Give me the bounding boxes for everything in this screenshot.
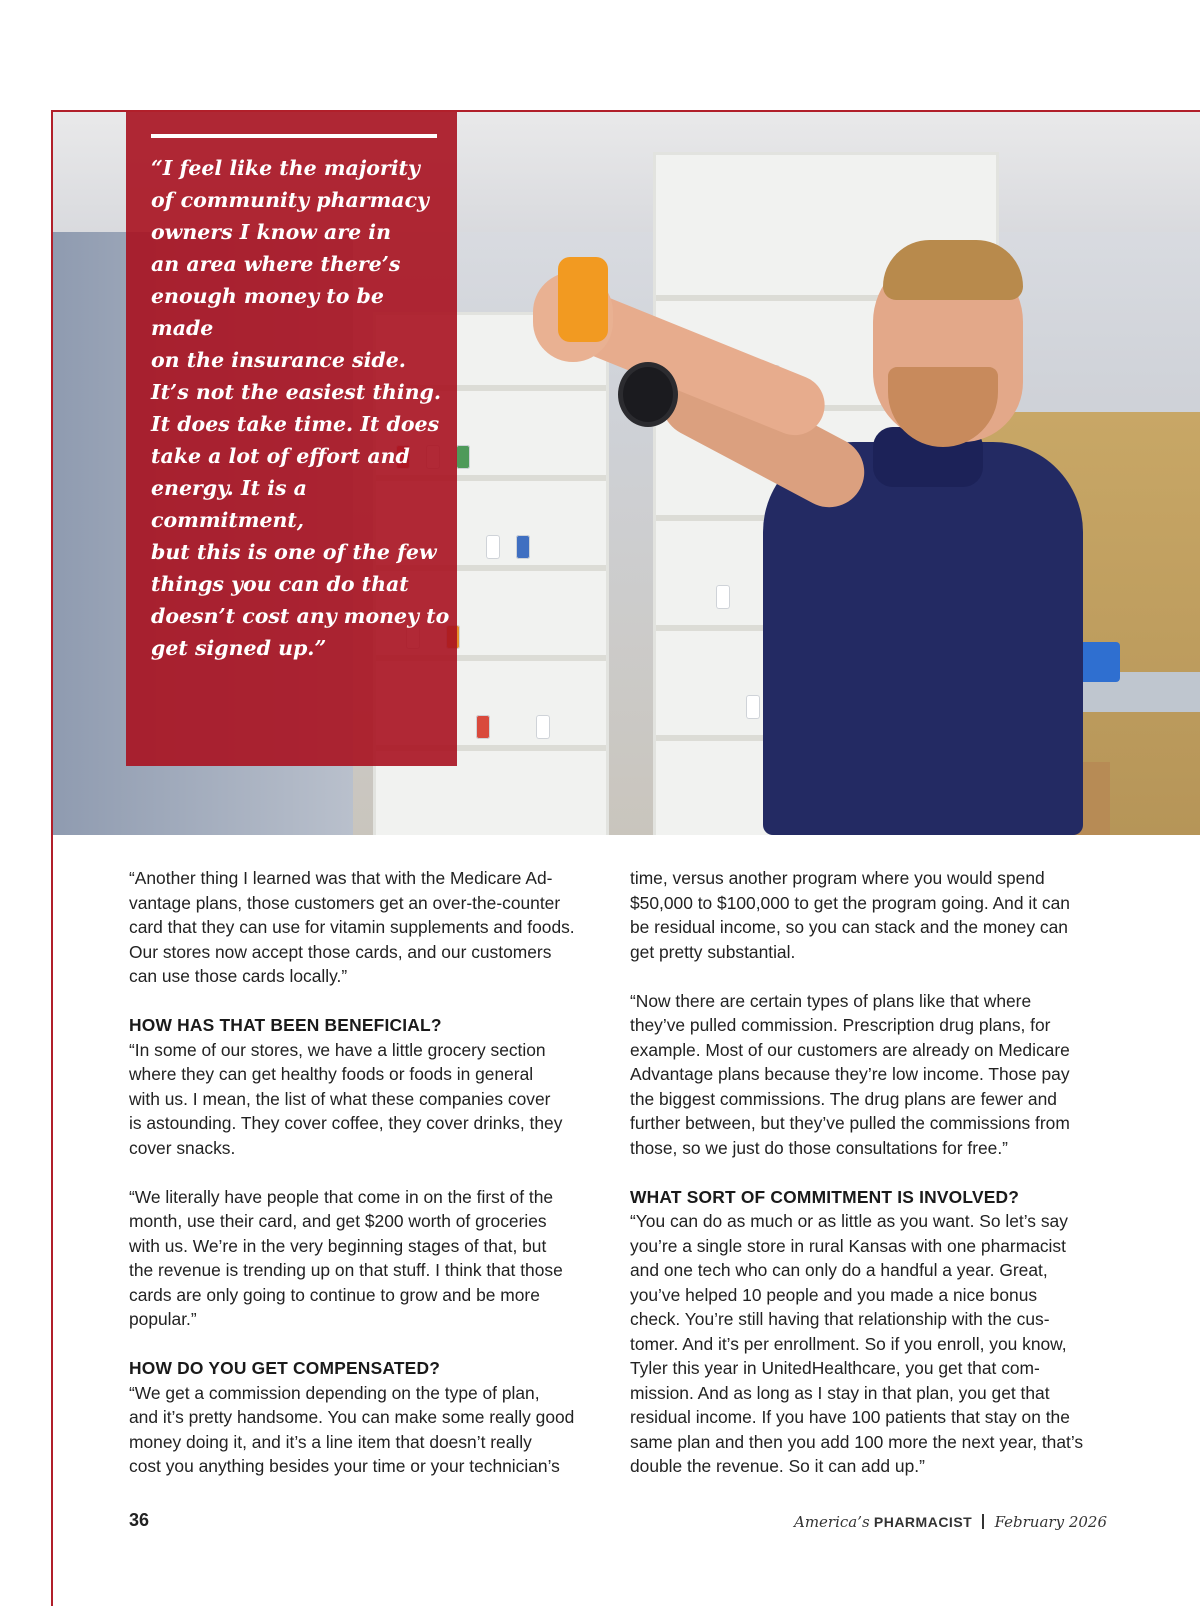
paragraph: “We get a commission depending on the type of plan, and it’s pretty handsome. You can make some really good money doing it, and it’s a line item that doesn’t really cost you anything besides your time or your technician’s (129, 1382, 575, 1476)
section-heading: HOW HAS THAT BEEN BENEFICIAL? (129, 1015, 442, 1035)
pull-quote-rule (151, 134, 437, 138)
page-number: 36 (129, 1510, 150, 1530)
paragraph: “Now there are certain types of plans like that where they’ve pulled commission. Prescription drug plans, for example. Most of our customers are already on Medicare Advantage plans because they’re low income. Those pay the biggest commissions. The drug plans are fewer and further between, but they’ve pulled the commissions from those, so we just do those consultations for free.” (630, 990, 1070, 1158)
right-column (630, 866, 1100, 1503)
pharmacist (673, 172, 1113, 835)
pharmacist-photo (53, 112, 1200, 835)
paragraph: “You can do as much or as little as you want. So let’s say you’re a single store in rural Kansas with one pharmacist and one tech who can only do a handful a year. Great, you’ve helped 10 people and you made a nice bonus check. You’re still having that relationship with the cus- tomer. And it’s per enrollment. So if you enroll, you know, Tyler this year in UnitedHealthcare, you get that com- mission. And as long as I stay in that plan, you get that residual income. If you have 100 patients that stay on the same plan and then you add 100 more the next year, that’s double the revenue. So it can add up.” (630, 1211, 1084, 1476)
paragraph: “We literally have people that come in on the first of the month, use their card, and get $200 worth of groceries with us. We’re in the very beginning stages of that, but the revenue is trending up on that stuff. I think that those cards are only going to continue to grow and be more popular.” (129, 1186, 563, 1329)
left-column (129, 866, 599, 1503)
hair (883, 240, 1023, 300)
section-heading: HOW DO YOU GET COMPENSATED? (129, 1358, 441, 1378)
magazine-name-bold: PHARMACIST (873, 1514, 973, 1530)
paragraph: time, versus another program where you would spend $50,000 to $100,000 to get the program going. And it can be residual income, so you can stack and the money can get pretty substantial. (630, 868, 1070, 962)
footer-separator (982, 1514, 984, 1529)
paragraph: “In some of our stores, we have a little grocery section where they can get healthy foods or foods in general with us. I mean, the list of what these companies cover is astounding. They cover coffee, they cover drinks, they cover snacks. (129, 1039, 563, 1158)
magazine-name: America’s (793, 1513, 870, 1531)
running-footer (794, 1513, 1107, 1531)
paragraph: “Another thing I learned was that with the Medicare Ad- vantage plans, those customers get an over-the-counter card that they can use for vitamin supplements and foods. Our stores now accept those cards, and our customers can use those cards locally.” (129, 868, 575, 986)
watch (618, 362, 678, 427)
pull-quote-box (126, 112, 457, 766)
pull-quote-text: “I feel like the majority of community pharmacy owners I know are in an area where there’s enough money to be made on the insurance side. It’s not the easiest thing. It does take time. It does take a lot of effort and energy. It is a commitment, but this is one of the few things you can do that doesn’t cost any money to get signed up.” (151, 156, 450, 660)
medicine-bottle (558, 257, 608, 342)
section-heading: WHAT SORT OF COMMITMENT IS INVOLVED? (630, 1186, 1020, 1207)
issue-date: February 2026 (994, 1513, 1107, 1531)
